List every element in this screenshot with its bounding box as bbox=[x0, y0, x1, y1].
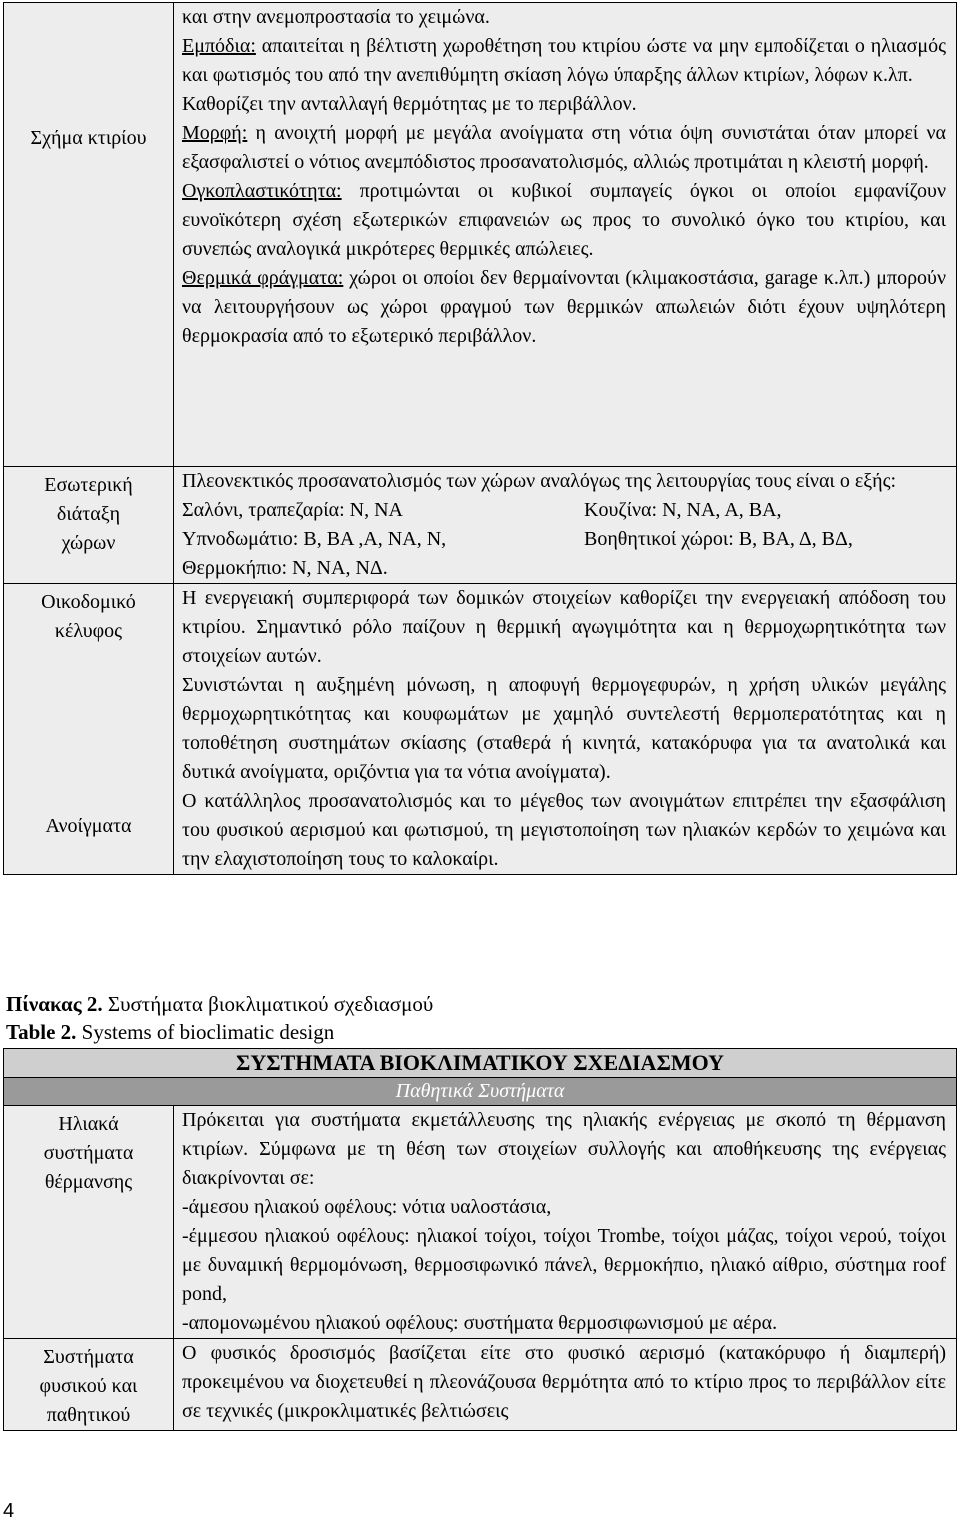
caption-text: Συστήματα βιοκλιματικού σχεδιασμού bbox=[102, 992, 434, 1016]
row-label-cell bbox=[4, 3, 174, 467]
term-text: απαιτείται η βέλτιστη χωροθέτηση του κτιρίου ώστε να μην εμποδίζεται ο ηλιασμός και φωτισμός του από την ανεπιθύμητη σκίαση λόγω ύπαρξης άλλων κτιρίων, λόφων κ.λπ. bbox=[182, 35, 946, 86]
paragraph bbox=[182, 32, 946, 90]
orientation-item: Υπνοδωμάτιο: Β, ΒΑ ,Α, ΝΑ, Ν, bbox=[182, 528, 447, 550]
table-subheader: Παθητικά Συστήματα bbox=[4, 1078, 957, 1106]
row-label: Σχήμα κτιρίου bbox=[30, 127, 147, 149]
paragraph: -απομονωμένου ηλιακού οφέλους: συστήματα θερμοσιφωνισμού με αέρα. bbox=[182, 1312, 778, 1334]
orientation-item: Θερμοκήπιο: Ν, ΝΑ, ΝΔ. bbox=[182, 557, 388, 579]
table-row bbox=[4, 1106, 957, 1339]
paragraph: -άμεσου ηλιακού οφέλους: νότια υαλοστάσια, bbox=[182, 1196, 552, 1218]
orientation-item: Σαλόνι, τραπεζαρία: Ν, ΝΑ bbox=[182, 499, 403, 521]
paragraph: Πρόκειται για συστήματα εκμετάλλευσης της ηλιακής ενέργειας με σκοπό τη θέρμανση κτιρίων. Σύμφωνα με τη θέση των στοιχείων συλλογής και αποθήκευσης της ενέργειας διακρίνονται σε: bbox=[182, 1109, 946, 1189]
paragraph: Η ενεργειακή συμπεριφορά των δομικών στοιχείων καθορίζει την ενεργειακή απόδοση του κτιρίου. Σημαντικό ρόλο παίζουν η θερμική αγωγιμότητα και η θερμοχωρητικότητα των στοιχείων αυτών. bbox=[182, 587, 946, 667]
paragraph: Πλεονεκτικός προσανατολισμός των χώρων αναλόγως της λειτουργίας τους είναι ο εξής: bbox=[182, 470, 897, 492]
row-label: χώρων bbox=[61, 532, 116, 554]
orientation-list bbox=[182, 496, 946, 554]
term: Μορφή: bbox=[182, 122, 248, 144]
caption-number: Πίνακας 2. bbox=[6, 992, 103, 1016]
table-caption-english bbox=[6, 1018, 334, 1047]
row-label: κέλυφος bbox=[54, 620, 123, 642]
row-label: διάταξη bbox=[56, 503, 121, 525]
row-label: Ανοίγματα bbox=[45, 815, 132, 837]
row-label: Ηλιακά bbox=[58, 1113, 119, 1135]
table-header: ΣΥΣΤΗΜΑΤΑ ΒΙΟΚΛΙΜΑΤΙΚΟΥ ΣΧΕΔΙΑΣΜΟΥ bbox=[4, 1049, 957, 1078]
row-label-cell bbox=[4, 1339, 174, 1431]
table-1 bbox=[3, 2, 957, 875]
row-label: Εσωτερική bbox=[44, 474, 133, 496]
row-content-cell bbox=[174, 1339, 957, 1431]
paragraph bbox=[182, 264, 946, 351]
orientation-item: Βοηθητικοί χώροι: Β, ΒΑ, Δ, ΒΔ, bbox=[584, 528, 853, 550]
row-label: Οικοδομικό bbox=[41, 591, 136, 613]
row-label-cell bbox=[4, 584, 174, 875]
row-label: θέρμανσης bbox=[44, 1171, 133, 1193]
row-label: Συστήματα bbox=[43, 1346, 134, 1368]
table-caption-greek bbox=[6, 990, 433, 1019]
term-text: χώροι οι οποίοι δεν θερμαίνονται (κλιμακοστάσια, garage κ.λπ.) μπορούν να λειτουργήσουν ως χώροι φραγμού των θερμικών απωλειών διότι έχουν υψηλότερη θερμοκρασία από το εξωτερικό περιβάλλον. bbox=[182, 267, 946, 347]
row-content-cell bbox=[174, 584, 957, 875]
paragraph: Ο κατάλληλος προσανατολισμός και το μέγεθος των ανοιγμάτων επιτρέπει την εξασφάλιση του φυσικού αερισμού και φωτισμού, τη μεγιστοποίηση των ηλιακών κερδών το χειμώνα και την ελαχιστοποίηση τους το καλοκαίρι. bbox=[182, 790, 946, 870]
page-number: 4 bbox=[3, 1500, 15, 1522]
paragraph bbox=[182, 119, 946, 177]
row-content-cell bbox=[174, 467, 957, 584]
row-label-cell bbox=[4, 467, 174, 584]
table-row bbox=[4, 584, 957, 875]
paragraph: Καθορίζει την ανταλλαγή θερμότητας με το περιβάλλον. bbox=[182, 93, 637, 115]
term: Θερμικά φράγματα: bbox=[182, 267, 344, 289]
paragraph: Συνιστώνται η αυξημένη μόνωση, η αποφυγή θερμογεφυρών, η χρήση υλικών μεγάλης θερμοχωρητικότητας και κουφωμάτων με χαμηλό συντελεστή θερμοπερατότητας και η τοποθέτηση συστημάτων σκίασης (σταθερά ή κινητά, κατακόρυφα για τα ανατολικά και δυτικά ανοίγματα, οριζόντια για τα νότια ανοίγματα). bbox=[182, 674, 946, 783]
table-row bbox=[4, 467, 957, 584]
row-label: παθητικού bbox=[46, 1404, 131, 1426]
term-text: η ανοιχτή μορφή με μεγάλα ανοίγματα στη νότια όψη συνιστάται όταν μπορεί να εξασφαλιστεί ο νότιος ανεμπόδιστος προσανατολισμός, αλλιώς προτιμάται η κλειστή μορφή. bbox=[182, 122, 946, 173]
paragraph: και στην ανεμοπροστασία το χειμώνα. bbox=[182, 6, 490, 28]
row-label: συστήματα bbox=[43, 1142, 134, 1164]
orientation-item: Κουζίνα: Ν, ΝΑ, Α, ΒΑ, bbox=[584, 499, 782, 521]
term-text: προτιμώνται οι κυβικοί συμπαγείς όγκοι οι οποίοι εμφανίζουν ευνοϊκότερη σχέση εξωτερικών επιφανειών ως προς το συνολικό όγκο του κτιρίου, και συνεπώς αναλογικά μικρότερες θερμικές απώλειες. bbox=[182, 180, 946, 260]
caption-text: Systems of bioclimatic design bbox=[76, 1020, 335, 1044]
row-label-cell bbox=[4, 1106, 174, 1339]
row-label: φυσικού και bbox=[39, 1375, 138, 1397]
row-content-cell bbox=[174, 3, 957, 467]
table-row bbox=[4, 1339, 957, 1431]
table-row bbox=[4, 3, 957, 467]
caption-number: Table 2. bbox=[6, 1020, 77, 1044]
term: Εμπόδια: bbox=[182, 35, 256, 57]
paragraph bbox=[182, 177, 946, 264]
row-content-cell bbox=[174, 1106, 957, 1339]
paragraph: -έμμεσου ηλιακού οφέλους: ηλιακοί τοίχοι, τοίχοι Trombe, τοίχοι μάζας, τοίχοι νερού, τοίχοι με δυναμική θερμομόνωση, θερμοσιφωνικό πάνελ, θερμοκήπιο, ηλιακό αίθριο, σύστημα roof pond, bbox=[182, 1225, 946, 1305]
table-header-row bbox=[4, 1049, 957, 1078]
term: Ογκοπλαστικότητα: bbox=[182, 180, 342, 202]
table-subheader-row bbox=[4, 1078, 957, 1106]
paragraph: Ο φυσικός δροσισμός βασίζεται είτε στο φυσικό αερισμό (κατακόρυφο ή διαμπερή) προκειμένου να διοχετευθεί η πλεονάζουσα θερμότητα από το κτίριο προς το περιβάλλον είτε σε τεχνικές (μικροκλιματικές βελτιώσεις bbox=[182, 1342, 946, 1422]
table-2 bbox=[3, 1048, 957, 1431]
